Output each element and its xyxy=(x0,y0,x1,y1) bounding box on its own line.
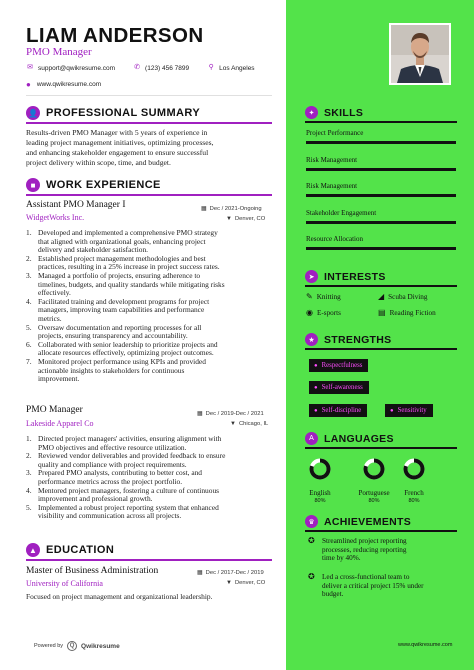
language-level: 80% xyxy=(408,498,420,504)
interest-item: ▤ Reading Fiction xyxy=(378,308,436,317)
list-item: 5. Implemented a robust project reporting system that enhanced xyxy=(26,502,219,512)
interest-item: ✎ Knitting xyxy=(306,292,341,301)
skill-item: Project Performance xyxy=(306,129,364,137)
powered-by: Powered by Q Qwikresume xyxy=(34,642,120,650)
skill-bar xyxy=(306,247,456,250)
skill-bar xyxy=(306,221,456,224)
language-level: 80% xyxy=(314,498,326,504)
experience-title: WORK EXPERIENCE xyxy=(46,179,161,191)
summary-heading xyxy=(26,106,272,120)
star-icon: ★ xyxy=(305,333,318,346)
degree: Master of Business Administration xyxy=(26,566,159,576)
skill-item: Risk Management xyxy=(306,156,358,164)
list-item: practices, resulting in a 25% increase in project success rates. xyxy=(38,262,220,272)
strengths-underline xyxy=(305,348,457,350)
skill-bar xyxy=(306,168,456,171)
candidate-role: PMO Manager xyxy=(26,46,92,58)
skills-title: SKILLS xyxy=(324,106,364,119)
controller-icon: ◉ xyxy=(306,308,313,317)
job-title: Assistant PMO Manager I xyxy=(26,200,126,210)
list-item: 4. Mentored project managers, fostering a culture of continuous xyxy=(26,485,220,495)
summary-text: Results-driven PMO Manager with 5 years of experience in leading project management initiatives, optimizing processes, and enhancing stakeholder engagement to ensure successful project delivery within scope, time, and budget. xyxy=(26,128,214,167)
profile-photo xyxy=(389,23,451,85)
languages-heading xyxy=(305,432,455,445)
list-item: 3. Prepared PMO analysts, contributing to better cost, and xyxy=(26,468,202,478)
language-item xyxy=(300,457,340,504)
list-item: effectively. xyxy=(38,288,71,298)
user-icon: 👤 xyxy=(26,106,40,120)
experience-underline xyxy=(26,194,272,196)
dot-icon: ● xyxy=(314,384,318,391)
job-location: ▼ Chicago, IL xyxy=(230,421,269,427)
header-divider xyxy=(26,95,272,96)
email-text[interactable]: support@qwikresume.com xyxy=(38,64,116,72)
achievement-item: ✪ Led a cross-functional team to deliver a critical project 15% under budget. xyxy=(308,572,424,598)
skill-item: Stakeholder Engagement xyxy=(306,209,377,217)
job-company: WidgetWorks Inc. xyxy=(26,213,85,222)
briefcase-icon: ■ xyxy=(26,178,40,192)
summary-underline xyxy=(26,122,272,124)
education-dates: ▦ Dec / 2017-Dec / 2019 xyxy=(197,569,264,576)
translate-icon: A xyxy=(305,432,318,445)
education-title: EDUCATION xyxy=(46,544,115,556)
strength-chip: ● Respectfulness xyxy=(309,359,368,372)
qwikresume-logo-icon: Q xyxy=(67,641,77,651)
contact-row xyxy=(26,64,255,72)
book-icon: ▤ xyxy=(378,308,386,317)
achievement-item: ✪ Streamlined project reporting processes, reducing reporting time by 40%. xyxy=(308,536,407,562)
list-item: metrics. xyxy=(38,313,62,323)
list-item: visibility and communication across all projects. xyxy=(38,511,182,521)
medal-icon: ✪ xyxy=(308,536,315,545)
list-item: 2. Established project management methodologies and best xyxy=(26,253,206,263)
knitting-icon: ✎ xyxy=(306,292,313,301)
job-dates: ▦ Dec / 2021-Ongoing xyxy=(201,205,262,212)
list-item: performance metrics across the project portfolio. xyxy=(38,476,183,486)
footer-url[interactable]: www.qwikresume.com xyxy=(398,642,453,648)
list-item: 3. Managed a portfolio of projects, ensuring adherence to xyxy=(26,270,201,280)
skill-item: Risk Management xyxy=(306,182,358,190)
interest-item: ◉ E-sports xyxy=(306,308,341,317)
strengths-title: STRENGTHS xyxy=(324,333,392,346)
list-item: delivery and stakeholder satisfaction. xyxy=(38,245,149,255)
paper-plane-icon: ➤ xyxy=(305,270,318,283)
pin-icon: ▼ xyxy=(226,216,232,222)
achievements-underline xyxy=(305,530,457,532)
email-icon: ✉ xyxy=(27,64,33,71)
summary-title: PROFESSIONAL SUMMARY xyxy=(46,107,201,119)
language-ring xyxy=(394,457,434,481)
list-item: quality and compliance with project requirements. xyxy=(38,459,187,469)
list-item: 1. Developed and implemented a comprehensive PMO strategy xyxy=(26,228,218,237)
language-level: 80% xyxy=(368,498,380,504)
list-item: that aligned with organizational goals, enhancing project xyxy=(38,236,206,246)
list-item: allocate resources effectively, optimizing project outcomes. xyxy=(38,348,214,358)
job-company: Lakeside Apparel Co xyxy=(26,419,94,428)
education-note: Focused on project management and organizational leadership. xyxy=(26,592,213,601)
calendar-icon: ▦ xyxy=(201,206,207,212)
achievements-title: ACHIEVEMENTS xyxy=(324,515,412,528)
skill-bar xyxy=(306,141,456,144)
phone-icon: ✆ xyxy=(134,64,140,71)
languages-underline xyxy=(305,447,457,449)
list-item: timelines, budgets, and quality standards while mitigating risks xyxy=(38,279,225,289)
skills-underline xyxy=(305,121,457,123)
school: University of California xyxy=(26,579,103,588)
graduation-cap-icon: ▲ xyxy=(26,543,40,557)
calendar-icon: ▦ xyxy=(197,411,203,417)
job-bullets xyxy=(26,229,270,384)
list-item: 6. Collaborated with senior leadership to prioritize projects and xyxy=(26,339,218,349)
strength-chip: ● Sensitivity xyxy=(385,404,433,417)
candidate-name: LIAM ANDERSON xyxy=(26,24,204,47)
location-text: Los Angeles xyxy=(219,64,255,72)
language-name: French xyxy=(404,489,424,497)
dot-icon: ● xyxy=(314,407,318,414)
list-item: actionable insights to stakeholders for continuous xyxy=(38,365,185,375)
interests-heading xyxy=(305,270,455,283)
language-ring xyxy=(300,457,340,481)
list-item: improvement. xyxy=(38,374,80,384)
language-ring xyxy=(354,457,394,481)
strength-chip: ● Self-discipline xyxy=(309,404,367,417)
skill-item: Resource Allocation xyxy=(306,235,363,243)
list-item: managers, improving team capabilities and performance xyxy=(38,305,205,315)
education-location: ▼ Denver, CO xyxy=(226,580,266,586)
trophy-icon: ♛ xyxy=(305,515,318,528)
language-name: English xyxy=(309,489,331,497)
phone-text: (123) 456 7899 xyxy=(145,64,190,72)
list-item: PMO objectives and effective resource utilization. xyxy=(38,442,187,452)
scuba-icon: ◢ xyxy=(378,292,385,301)
languages-title: LANGUAGES xyxy=(324,432,394,445)
list-item: 4. Facilitated training and development programs for project xyxy=(26,296,210,306)
language-name: Portuguese xyxy=(358,489,390,497)
location-icon: ⚲ xyxy=(208,64,214,71)
list-item: 7. Monitored project performance using KPIs and provided xyxy=(26,356,206,366)
list-item: 1. Directed project managers' activities, ensuring alignment with xyxy=(26,434,222,443)
interests-title: INTERESTS xyxy=(324,270,386,283)
language-item xyxy=(394,457,434,504)
job-location: ▼ Denver, CO xyxy=(226,216,266,222)
experience-heading xyxy=(26,178,272,192)
list-item: projects, ensuring transparency and accountability. xyxy=(38,331,188,341)
education-heading xyxy=(26,543,272,557)
dot-icon: ● xyxy=(390,407,394,414)
education-underline xyxy=(26,559,272,561)
job-title: PMO Manager xyxy=(26,405,83,415)
interest-item: ◢ Scuba Diving xyxy=(378,292,428,301)
interests-underline xyxy=(305,285,457,287)
list-item: 5. Oversaw documentation and reporting processes for all xyxy=(26,322,202,332)
calendar-icon: ▦ xyxy=(197,570,203,576)
job-bullets xyxy=(26,435,270,521)
strengths-heading xyxy=(305,333,455,346)
list-item: 2. Reviewed vendor deliverables and provided feedback to ensure xyxy=(26,451,226,461)
medal-icon: ✪ xyxy=(308,572,315,581)
pin-icon: ▼ xyxy=(230,421,236,427)
job-dates: ▦ Dec / 2019-Dec / 2021 xyxy=(197,410,264,417)
pin-icon: ▼ xyxy=(226,580,232,586)
website-row xyxy=(26,80,101,89)
dot-icon: ● xyxy=(314,362,318,369)
strength-chip: ● Self-awareness xyxy=(309,381,369,394)
list-item: improvement and professional growth. xyxy=(38,494,153,504)
globe-icon: ● xyxy=(26,80,31,89)
skills-heading xyxy=(305,106,455,119)
skill-bar xyxy=(306,194,456,197)
lightbulb-icon: ✦ xyxy=(305,106,318,119)
language-item xyxy=(354,457,394,504)
website-text[interactable]: www.qwikresume.com xyxy=(36,81,102,88)
achievements-heading xyxy=(305,515,455,528)
